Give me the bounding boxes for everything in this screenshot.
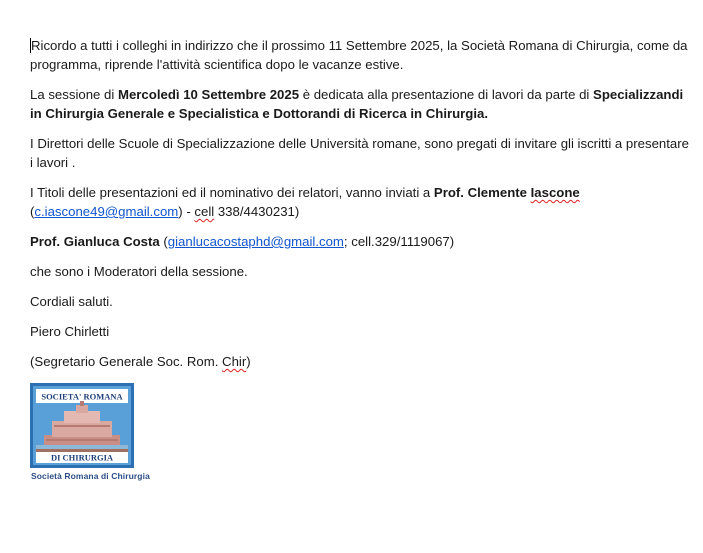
castle-emblem-image xyxy=(30,383,134,468)
logo-top-text: SOCIETA' ROMANA xyxy=(41,391,123,402)
email-link-iascone[interactable]: c.iascone49@gmail.com xyxy=(34,204,179,219)
session-date: Mercoledì 10 Settembre 2025 xyxy=(117,87,300,102)
moderator-name-2: Prof. Gianluca Costa xyxy=(30,234,160,249)
paragraph-costa: Prof. Gianluca Costa (gianlucacostaphd@gmail.com; cell.329/1119067) xyxy=(30,234,455,249)
paragraph-moderators: che sono i Moderatori della sessione. xyxy=(30,264,248,279)
letter-body xyxy=(30,36,690,382)
moderator-name-1: Prof. Clemente Iascone xyxy=(433,185,580,200)
paragraph-submission: I Titoli delle presentazioni ed il nominativo dei relatori, vanno inviati a Prof. Clemente Iascone (c.iascone49@gmail.com) - cell 338/4430231) xyxy=(30,185,580,219)
paragraph-greeting: Cordiali saluti. xyxy=(30,294,113,309)
logo-caption: Società Romana di Chirurgia xyxy=(31,471,150,481)
paragraph-directors: I Direttori delle Scuole di Specializzazione delle Università romane, sono pregati di invitare gli iscritti a presentare i lavori . xyxy=(30,136,689,170)
society-logo xyxy=(30,383,134,468)
signature-title: (Segretario Generale Soc. Rom. Chir) xyxy=(30,354,251,369)
email-link-costa[interactable]: gianlucacostaphd@gmail.com xyxy=(167,234,344,249)
paragraph-intro: Ricordo a tutti i colleghi in indirizzo che il prossimo 11 Settembre 2025, la Società Romana di Chirurgia, come da programma, riprende l'attività scientifica dopo le vacanze estive. xyxy=(30,38,688,72)
session-audience: Specializzandi in Chirurgia Generale e Specialistica e Dottorandi di Ricerca in Chirurgia. xyxy=(30,87,684,121)
signature-name: Piero Chirletti xyxy=(30,324,110,339)
paragraph-session: La sessione di Mercoledì 10 Settembre 2025 è dedicata alla presentazione di lavori da parte di Specializzandi in Chirurgia Generale e Specialistica e Dottorandi di Ricerca in Chirurgia. xyxy=(30,87,684,121)
logo-bottom-text: DI CHIRURGIA xyxy=(50,452,114,463)
